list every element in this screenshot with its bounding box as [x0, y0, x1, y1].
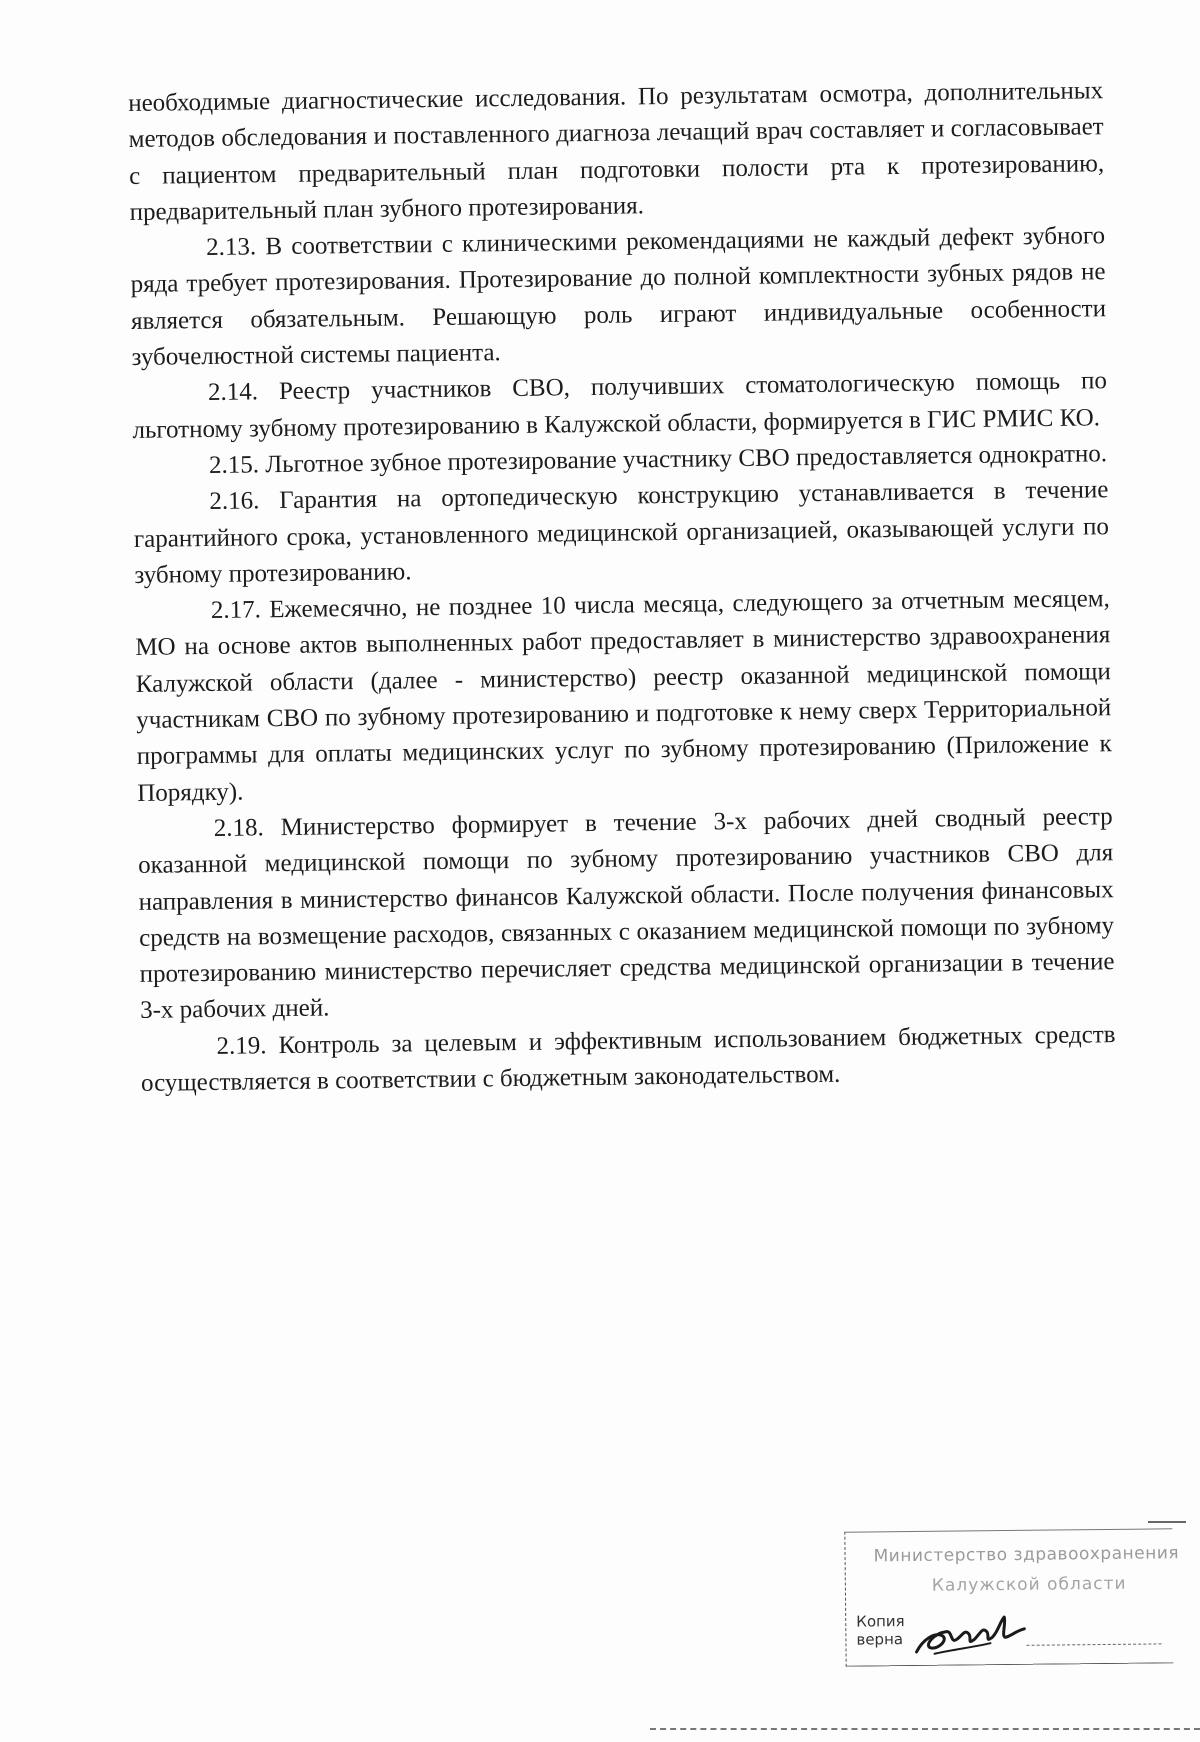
stamp-copy-label: Копия [856, 1612, 905, 1631]
certification-stamp [844, 1528, 1180, 1666]
paragraph-2-18: 2.18. Министерство формирует в течение 3-х рабочих дней сводный реестр оказанной медицинской помощи по зубному протезированию участников СВО для направления в министерство финансов Калужской области. После получения финансовых средств на возмещение расходов, связанных с оказанием медицинской помощи по зубному протезированию министерство перечисляет средства медицинской организации в течение 3-х рабочих дней. [138, 803, 1115, 1025]
paragraph-2-14: 2.14. Реестр участников СВО, получивших стоматологическую помощь по льготному зубному протезированию в Калужской области, формируется в ГИС РМИС КО. [132, 367, 1108, 444]
scan-bottom-rule [650, 1728, 1200, 1730]
paragraph-2-13: 2.13. В соответствии с клиническими рекомендациями не каждый дефект зубного ряда требует протезирования. Протезирование до полной комплектности зубных рядов не является обязательным. Решающую роль играют индивидуальные особенности зубочелюстной системы пациента. [130, 222, 1107, 372]
stamp-region: Калужской области [931, 1573, 1127, 1596]
paragraph-2-17: 2.17. Ежемесячно, не позднее 10 числа месяца, следующего за отчетным месяцем, МО на основе актов выполненных работ предоставляет в министерство здравоохранения Калужской области (далее - министерство) реестр оказанной медицинской помощи участникам СВО по зубному протезированию и подготовке к нему сверх Территориальной программы для оплаты медицинских услуг по зубному протезированию (Приложение к Порядку). [135, 585, 1112, 807]
paragraph-2-19: 2.19. Контроль за целевым и эффективным использованием бюджетных средств осуществляется в соответствии с бюджетным законодательством. [140, 1020, 1116, 1097]
paragraph-2-15: 2.15. Льготное зубное протезирование участнику СВО предоставляется однократно. [208, 440, 1108, 479]
stamp-verified-label: верна [856, 1630, 904, 1649]
stamp-organization: Министерство здравоохранения [873, 1543, 1180, 1567]
paragraph-2-16: 2.16. Гарантия на ортопедическую конструкцию устанавливается в течение гарантийного срока, установленного медицинской организацией, оказывающей услуги по зубному протезированию. [133, 476, 1110, 589]
handwritten-signature [912, 1609, 1033, 1662]
document-body [128, 73, 1116, 1102]
stamp-copy-verified [856, 1612, 905, 1649]
paragraph-2-12-continuation: необходимые диагностические исследования. По результатам осмотра, дополнительных методов обследования и поставленного диагноза лечащий врач составляет и согласовывает с пациентом предварительный план подготовки полости рта к протезированию, предварительный план зубного протезирования. [128, 77, 1105, 226]
stamp-signature-line [1026, 1643, 1161, 1645]
scan-edge-rule [1148, 1521, 1186, 1523]
